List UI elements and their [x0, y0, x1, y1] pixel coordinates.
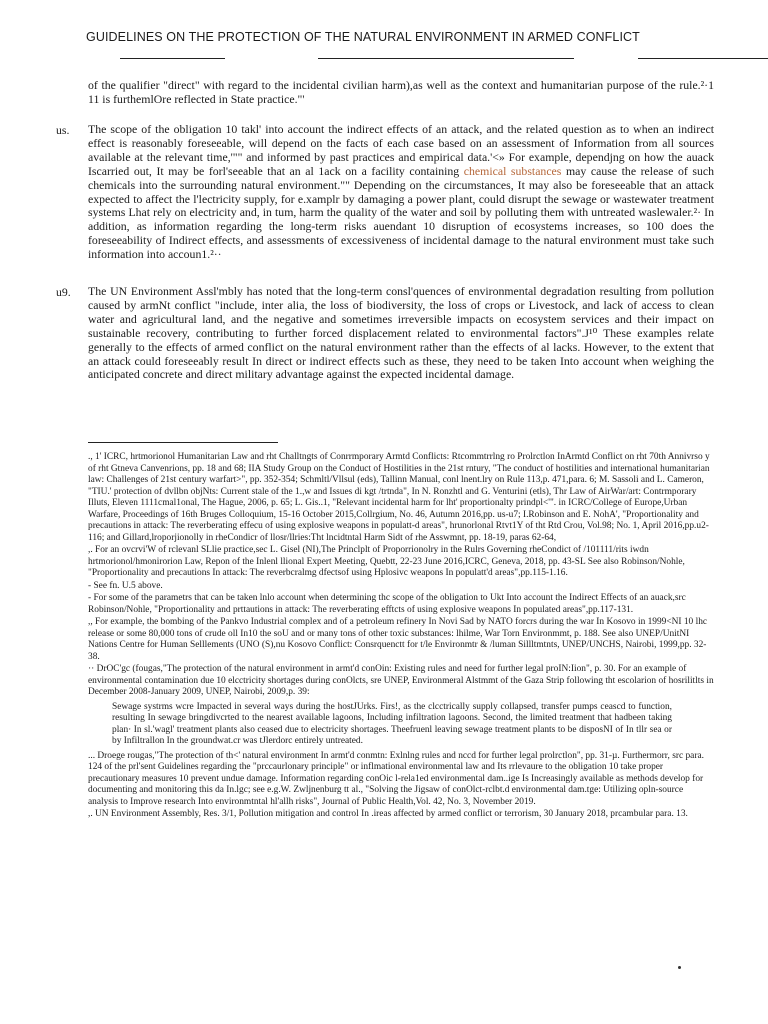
- footnote: ... Droege rougas,"The protection of th<' natural environment In armt'd conmtn: Exlnlng rules and nccd for further legal prolrctlon", pp. 31-µ. Furthermorr, src para. 124 of the prl'sent Guidelines regarding the "prccaurlonary principle" or inflmational environmental law and Its rrlevaure to the obligation 10 take proper precautionary measures 10 prevent undue damage. Information regarding conOic l-rela1ed environmental dam..ige Is Increasingly available as methods develop for documenting and monitoring this da In.lgc; see e.g.W. Zwljnenburg tt al., "Solving the Jigsaw of conOlct-rclbt.d environmental dam.tge: Utilizing opln-source analysis to Improve research Into environmtntal hl'allh risks", Journal of Public Health,Vol. 42, No. 3, November 2019.: [88, 750, 704, 807]
- footnote: - For some of the parametrs that can be taken lnlo account when determining thc scope of the obligation to Ukt Into account the Indirect Effects of an auack,src Robinson/Nohle, "Proportionality and prttautions in attack: The reverberating efftcts of using explosive weapons In populated areas",pp.117-131.: [88, 593, 686, 615]
- footnote-separator: [88, 442, 278, 443]
- footnote: ,, For example, the bombing of the Pankvo Industrial complex and of a petroleum refinery In Novi Sad by NATO forcrs during the war In Kosovo in 1999<NI 10 lhc release or some 80,000 tons of crude oll In10 the soU and or many tons of other toxic substances: lhilme, War Torn Environmmt, p. 188. See also UNEP/UnitNI Nations Centre for Human Selllements (UNO (S),nu Kosovo Conflict: Consrquenctt for t/le Environmtr & /luman Sillltmtnts, UNEP/UNCHS, Nairobi, 1999,pp. 32-38.: [88, 617, 708, 662]
- running-header: GUIDELINES ON THE PROTECTION OF THE NATURAL ENVIRONMENT IN ARMED CONFLICT: [86, 30, 640, 44]
- page-mark: [678, 966, 681, 969]
- paragraph-text: The scope of the obligation 10 takl' into account the indirect effects of an attack, and the related question as to when an indirect effect is reasonably foreseeable, will depend on the facts of each case based on an assessment of Information from all sources available at the relevant time,'"" and informed by past practices and empirical data.'<» For example, dependjng on how the auack Iscarried out, It may be forl'seeable that an al 1ack on a facility containing: [88, 122, 714, 178]
- header-rule-left: [120, 58, 225, 59]
- paragraph-text: may cause the release of such chemicals into the surrounding natural environment."" Depending on the circumstances, It may also be foreseeable that an attack expected to affect the l'lectricity supply, for e.xamplr by damaging a power plant, could disrupt the sewage or wastewater treatment systems Lhat rely on electricity and, in tum, harm the quality of the water and soil by polluting them with untreated waslewaler.²· In addition, as information regarding the long-term risks auendant 10 disruption of ecosystems increases, so 100 does the foreseeability of Indirect effects, and assessments of excessiveness of incidental damage to the natural environment must take such information into accoun1.²··: [88, 163, 714, 262]
- paragraph-un-environment: The UN Environment Assl'mbly has noted that the long-term consl'quences of environmental degradation resulting from pollution caused by armNt conflict "include, inter alia, the loss of biodiversity, the loss of crops or Livestock, and lack of access to clean water and agricultural land, and the negative and sometimes irreversible impacts on ecosystem services and their impact on sustainable recovery, contributing to further forced displacement related to environmental factors".J¹⁰ These examples relate generally to the effects of armed conflict on the natural environment rather than the effects of al lacks. However, to the extent that an attack could foreseeably result In direct or indirect effects such as these, they need to be taken Into account when weighing the anticipated concrete and direct military advantage against the expected incidental damage.: [88, 284, 714, 382]
- footnote: ., 1' ICRC, hrtmorionol Humanitarian Law and rht Challtngts of Conrrmporary Armtd Conflicts: Rtcommtrrlng ro Prolrctlon InArmtd Conflict on rht 70th Annivrso y of rht Gtneva Canvenrions, pp. 18 and 68; IIA Study Group on the Conduct of Hostilities in the 21st rntury, "The conduct of hostilities and international humanitarian law: Challenges of 21st century warfart>", pp. 352-354; Schmltl/Vllsul (eds), Tallinn Manual, conl lnent.lry on Rule 113,p. 471,para. 6; M. Sassoli and L. Cameron, "TIU.' protection of dvllbn objNts: Current stale of the 1.,w and Issues di kgt /trtnda", In N. Ronzhtl and G. Venturini (etls), Thr Law of AirWar/art: Contrmporary Illuts, Eleven 1111cmal1onal, The Hague, 2006, p. 65; L. Gis..1, "Relevant incidental harm for lht' proportionalty prindpl<'". in ICRC/College of Europe,Urban Warfare, Proceedings of 16th Bruges Colloquium, 15-16 October 2015,Collrgium, No. 46, Autumn 2016,pp. us-u7; I.Robinson and E. NohA', "Proportionality and precautions in attack: The reverberating effecu of using explosive weapons in populatt-d areas", hrunorlonal Rtvt1Y of tht Rtd Crou, Vol.98; No. 1, April 2016,pp.u2-116; and Gillard,lroporjionolly in rheCondicr of llosr/llries:Tht lncidtntal Harm Sidt of rhe Asswmnt, pp. 18-19, paras 62-64,: [88, 452, 710, 543]
- footnote: ·· DrOC'gc (fougas,"The protection of the natural environment in armt'd conOin: Existing rules and need for further legal proIN:Iion", p. 30. For an example of environmental contamination due 10 elcctricity shortages during conOlcts, sre UNEP, Environmeral Alstmmt of the Gaza Strip following tht escolarion of hosrilitlts in December 2008-January 2009, UNEP, Nairobi, 2009,p. 39:: [88, 664, 714, 697]
- paragraph-indirect-effects: [88, 123, 714, 262]
- footnote: ,. UN Environment Assembly, Res. 3/1, Pollution mitigation and control In .ireas affected by armed conflict or terrorism, 30 January 2018, prcambular para. 13.: [88, 809, 688, 819]
- continuation-paragraph: of the qualifier "direct" with regard to the incidental civilian harm),as well as the context and humanitarian purpose of the rule.²·1 11 is furthemlOre reflected in State practice."': [88, 78, 714, 106]
- paragraph-number: u9.: [56, 285, 71, 299]
- paragraph-number: us.: [56, 123, 70, 137]
- footnote: ,. For an ovcrvi'W of rclevanl SLlie practice,sec L. Gisel (NI),The Princlplt of Proporrionolry in the Rulrs Governing rheCondict of /101111/rits iwdn hrtmorionol/hmonirorion Law, Repon of the Inlenl llional Expert Meeting, Quebtt, 22-23 June 2016,ICRC, Geneva, 2018, pp. 43-SL See also Robinson/Nohle, "Proportionality and precautions In attack: The reverbcralmg dfectsof using Hplosivc weapons In populatt'd areas",pp.115-1.16.: [88, 545, 685, 578]
- header-rule-middle: [318, 58, 574, 59]
- highlighted-term: chemical substances: [463, 163, 562, 178]
- footnote: - See fn. U.5 above.: [88, 580, 163, 591]
- header-rule-right: [638, 58, 768, 59]
- footnote-block-quote: Sewage systrms wcre Impacted in several ways during the hostJUrks. Firs!, as the clcctrically supply collapsed, transfer pumps ceascd to function, resulting In sewage bringdivcrted to the nearest available lagoons, Including infiltration lagoons. Second, the limited treatment that hadbeen taking plan· In sl.'wagl' treatment plants also ceased due to electricity shortages. Theefruenl leaving sewage treatment plants to be disposNI of In tllr sea or by Infiltrallon In the groundwat.cr was tJlerdorc entirely untreated.: [112, 701, 672, 746]
- footnotes: [88, 452, 714, 822]
